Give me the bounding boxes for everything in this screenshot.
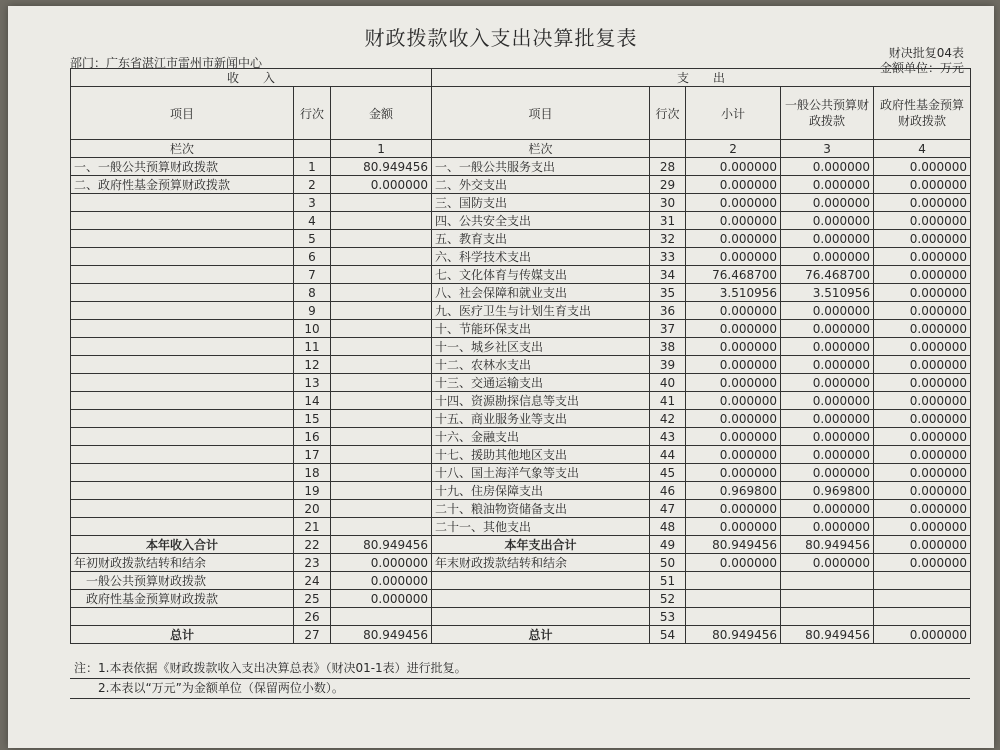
expense-general-budget-cell: 76.468700: [781, 266, 874, 284]
income-amount-header: 金额: [331, 87, 432, 140]
income-item-cell: [71, 392, 294, 410]
table-row: [71, 356, 971, 374]
income-amount-cell: [331, 428, 432, 446]
table-row: [71, 230, 971, 248]
income-row-no-cell: 15: [294, 410, 331, 428]
expense-general-budget-cell: 0.000000: [781, 302, 874, 320]
expense-item-cell: 二、外交支出: [432, 176, 650, 194]
expense-item-cell: 本年支出合计: [432, 536, 650, 554]
expense-item-cell: 十四、资源勘探信息等支出: [432, 392, 650, 410]
expense-item-cell: 十三、交通运输支出: [432, 374, 650, 392]
income-item-cell: 一般公共预算财政拨款: [71, 572, 294, 590]
expense-general-budget-cell: [781, 572, 874, 590]
income-amount-cell: 0.000000: [331, 572, 432, 590]
income-amount-cell: 0.000000: [331, 176, 432, 194]
income-row-no-cell: 2: [294, 176, 331, 194]
expense-general-budget-cell: [781, 608, 874, 626]
expense-row-no-cell: 31: [650, 212, 686, 230]
expense-item-cell: 十一、城乡社区支出: [432, 338, 650, 356]
expense-general-budget-cell: 0.000000: [781, 446, 874, 464]
expense-row-no-cell: 45: [650, 464, 686, 482]
expense-subtotal-cell: 0.000000: [686, 176, 781, 194]
lanci-blank-right: [650, 140, 686, 158]
expense-subtotal-cell: 0.000000: [686, 554, 781, 572]
table-row: [71, 428, 971, 446]
expense-row-no-cell: 30: [650, 194, 686, 212]
income-amount-cell: [331, 194, 432, 212]
income-row-no-cell: 4: [294, 212, 331, 230]
expense-item-cell: 十九、住房保障支出: [432, 482, 650, 500]
expense-row-no-cell: 53: [650, 608, 686, 626]
expense-general-budget-cell: 0.000000: [781, 464, 874, 482]
income-item-cell: 本年收入合计: [71, 536, 294, 554]
expense-subtotal-cell: 0.000000: [686, 302, 781, 320]
income-amount-cell: [331, 482, 432, 500]
approval-table-container: [70, 68, 970, 644]
income-row-no-cell: 10: [294, 320, 331, 338]
expense-general-budget-cell: 0.000000: [781, 338, 874, 356]
income-item-cell: [71, 248, 294, 266]
expense-item-cell: 五、教育支出: [432, 230, 650, 248]
expense-item-cell: [432, 590, 650, 608]
expense-subtotal-cell: 0.000000: [686, 212, 781, 230]
income-amount-cell: [331, 212, 432, 230]
income-row-no-cell: 23: [294, 554, 331, 572]
income-row-no-cell: 26: [294, 608, 331, 626]
expense-general-budget-cell: 0.000000: [781, 194, 874, 212]
expense-general-budget-cell: 0.000000: [781, 158, 874, 176]
expense-general-budget-cell: 0.000000: [781, 410, 874, 428]
income-amount-cell: [331, 284, 432, 302]
income-row-no-cell: 3: [294, 194, 331, 212]
income-row-no-cell: 12: [294, 356, 331, 374]
expense-rowno-header: 行次: [650, 87, 686, 140]
lanci-label-left: 栏次: [71, 140, 294, 158]
table-row: [71, 554, 971, 572]
expense-subtotal-cell: 0.000000: [686, 464, 781, 482]
income-amount-cell: [331, 302, 432, 320]
expense-subtotal-cell: 0.000000: [686, 428, 781, 446]
expense-gov-fund-cell: 0.000000: [874, 284, 971, 302]
expense-general-budget-cell: [781, 590, 874, 608]
expense-subtotal-cell: 0.000000: [686, 392, 781, 410]
expense-gov-fund-cell: 0.000000: [874, 518, 971, 536]
income-amount-cell: [331, 518, 432, 536]
expense-row-no-cell: 54: [650, 626, 686, 644]
expense-gov-fund-cell: 0.000000: [874, 248, 971, 266]
expense-general-budget-cell: 0.000000: [781, 230, 874, 248]
expense-item-cell: 十八、国土海洋气象等支出: [432, 464, 650, 482]
income-row-no-cell: 18: [294, 464, 331, 482]
income-item-header: 项目: [71, 87, 294, 140]
note-1: 注：1.本表依据《财政拨款收入支出决算总表》（财决01-1表）进行批复。: [70, 659, 970, 679]
income-rowno-header: 行次: [294, 87, 331, 140]
expense-item-cell: 二十、粮油物资储备支出: [432, 500, 650, 518]
expense-gov-fund-cell: 0.000000: [874, 536, 971, 554]
notes: [70, 659, 970, 699]
expense-gov-fund-cell: 0.000000: [874, 176, 971, 194]
table-row: [71, 410, 971, 428]
income-row-no-cell: 11: [294, 338, 331, 356]
expense-general-budget-cell: 0.000000: [781, 500, 874, 518]
expense-gov-fund-cell: 0.000000: [874, 464, 971, 482]
expense-general-budget-cell: 3.510956: [781, 284, 874, 302]
table-body: [71, 158, 971, 644]
expense-general-budget-cell: 80.949456: [781, 626, 874, 644]
income-item-cell: 总计: [71, 626, 294, 644]
expense-gov-fund-cell: 0.000000: [874, 446, 971, 464]
expense-gov-fund-cell: 0.000000: [874, 374, 971, 392]
expense-item-cell: 九、医疗卫生与计划生育支出: [432, 302, 650, 320]
expense-subtotal-cell: 0.000000: [686, 374, 781, 392]
table-row: [71, 374, 971, 392]
income-row-no-cell: 22: [294, 536, 331, 554]
expense-gov-fund-cell: 0.000000: [874, 626, 971, 644]
expense-gov-fund-cell: [874, 590, 971, 608]
income-amount-cell: 80.949456: [331, 536, 432, 554]
expense-gov-fund-cell: 0.000000: [874, 482, 971, 500]
expense-gov-fund-cell: 0.000000: [874, 338, 971, 356]
lanci-col3: 3: [781, 140, 874, 158]
expense-row-no-cell: 50: [650, 554, 686, 572]
document-page: [8, 6, 994, 748]
page-title: 财政拨款收入支出决算批复表: [364, 26, 638, 50]
expense-gov-fund-cell: 0.000000: [874, 158, 971, 176]
income-amount-cell: [331, 410, 432, 428]
expense-general-budget-cell: 0.000000: [781, 392, 874, 410]
income-row-no-cell: 13: [294, 374, 331, 392]
expense-subtotal-cell: 80.949456: [686, 626, 781, 644]
income-item-cell: [71, 374, 294, 392]
expense-general-budget-cell: 0.000000: [781, 356, 874, 374]
income-row-no-cell: 27: [294, 626, 331, 644]
table-row: [71, 626, 971, 644]
lanci-col4: 4: [874, 140, 971, 158]
expense-gov-fund-cell: 0.000000: [874, 302, 971, 320]
income-row-no-cell: 1: [294, 158, 331, 176]
expense-row-no-cell: 33: [650, 248, 686, 266]
lanci-label-right: 栏次: [432, 140, 650, 158]
income-row-no-cell: 7: [294, 266, 331, 284]
expense-general-budget-cell: 0.000000: [781, 212, 874, 230]
expense-general-budget-cell: 0.969800: [781, 482, 874, 500]
table-row: [71, 500, 971, 518]
expense-gov-fund-cell: 0.000000: [874, 554, 971, 572]
income-amount-cell: 0.000000: [331, 554, 432, 572]
expense-subtotal-cell: 0.000000: [686, 410, 781, 428]
expense-row-no-cell: 34: [650, 266, 686, 284]
table-row: [71, 590, 971, 608]
income-amount-cell: 0.000000: [331, 590, 432, 608]
expense-general-budget-cell: 0.000000: [781, 374, 874, 392]
income-amount-cell: [331, 266, 432, 284]
expense-row-no-cell: 38: [650, 338, 686, 356]
expense-gov-fund-cell: 0.000000: [874, 410, 971, 428]
expense-subtotal-cell: 0.969800: [686, 482, 781, 500]
table-row: [71, 176, 971, 194]
expense-item-cell: 八、社会保障和就业支出: [432, 284, 650, 302]
income-row-no-cell: 21: [294, 518, 331, 536]
expense-gov-fund-cell: 0.000000: [874, 356, 971, 374]
expense-general-budget-cell: 0.000000: [781, 554, 874, 572]
income-amount-cell: [331, 608, 432, 626]
expense-subtotal-cell: 3.510956: [686, 284, 781, 302]
expense-gov-fund-cell: 0.000000: [874, 428, 971, 446]
expense-item-cell: 二十一、其他支出: [432, 518, 650, 536]
expense-row-no-cell: 32: [650, 230, 686, 248]
gov-fund-header: 政府性基金预算财政拨款: [874, 87, 971, 140]
income-row-no-cell: 9: [294, 302, 331, 320]
expense-general-budget-cell: 0.000000: [781, 176, 874, 194]
income-amount-cell: [331, 464, 432, 482]
expense-item-header: 项目: [432, 87, 650, 140]
expense-gov-fund-cell: [874, 608, 971, 626]
expense-subtotal-cell: 0.000000: [686, 356, 781, 374]
expense-row-no-cell: 37: [650, 320, 686, 338]
expense-item-cell: 六、科学技术支出: [432, 248, 650, 266]
income-row-no-cell: 24: [294, 572, 331, 590]
expense-item-cell: 总计: [432, 626, 650, 644]
expense-subtotal-cell: 0.000000: [686, 518, 781, 536]
table-row: [71, 536, 971, 554]
table-row: [71, 266, 971, 284]
income-item-cell: [71, 356, 294, 374]
expense-item-cell: 十二、农林水支出: [432, 356, 650, 374]
expense-subtotal-cell: 0.000000: [686, 158, 781, 176]
expense-subtotal-cell: 80.949456: [686, 536, 781, 554]
expense-item-cell: [432, 572, 650, 590]
income-row-no-cell: 5: [294, 230, 331, 248]
expense-general-budget-cell: 0.000000: [781, 320, 874, 338]
expense-gov-fund-cell: 0.000000: [874, 500, 971, 518]
income-row-no-cell: 17: [294, 446, 331, 464]
amount-unit: 金额单位：万元: [879, 61, 964, 75]
income-item-cell: [71, 284, 294, 302]
table-row: [71, 338, 971, 356]
income-amount-cell: [331, 338, 432, 356]
income-row-no-cell: 16: [294, 428, 331, 446]
expense-general-budget-cell: 0.000000: [781, 518, 874, 536]
income-item-cell: [71, 500, 294, 518]
table-row: [71, 392, 971, 410]
expense-row-no-cell: 52: [650, 590, 686, 608]
expense-row-no-cell: 46: [650, 482, 686, 500]
expense-item-cell: 十七、援助其他地区支出: [432, 446, 650, 464]
income-item-cell: 政府性基金预算财政拨款: [71, 590, 294, 608]
expense-row-no-cell: 49: [650, 536, 686, 554]
expense-row-no-cell: 51: [650, 572, 686, 590]
table-row: [71, 608, 971, 626]
expense-row-no-cell: 44: [650, 446, 686, 464]
expense-gov-fund-cell: 0.000000: [874, 212, 971, 230]
income-item-cell: [71, 338, 294, 356]
income-amount-cell: [331, 248, 432, 266]
income-item-cell: [71, 482, 294, 500]
income-item-cell: [71, 608, 294, 626]
table-row: [71, 572, 971, 590]
expense-item-cell: 十六、金融支出: [432, 428, 650, 446]
expense-subtotal-cell: 0.000000: [686, 194, 781, 212]
income-item-cell: [71, 320, 294, 338]
expense-item-cell: 七、文化体育与传媒支出: [432, 266, 650, 284]
income-amount-cell: [331, 446, 432, 464]
income-item-cell: [71, 194, 294, 212]
income-amount-cell: [331, 230, 432, 248]
expense-subtotal-cell: [686, 608, 781, 626]
form-number: 财决批复04表: [888, 46, 964, 60]
expense-item-cell: 四、公共安全支出: [432, 212, 650, 230]
expense-subtotal-cell: 76.468700: [686, 266, 781, 284]
expense-header: 支 出: [432, 69, 971, 87]
income-item-cell: [71, 518, 294, 536]
income-row-no-cell: 6: [294, 248, 331, 266]
expense-row-no-cell: 40: [650, 374, 686, 392]
income-row-no-cell: 25: [294, 590, 331, 608]
expense-general-budget-cell: 0.000000: [781, 428, 874, 446]
table-row: [71, 464, 971, 482]
income-item-cell: 二、政府性基金预算财政拨款: [71, 176, 294, 194]
note-2: 2.本表以“万元”为金额单位（保留两位小数）。: [70, 679, 970, 699]
expense-gov-fund-cell: 0.000000: [874, 320, 971, 338]
expense-gov-fund-cell: 0.000000: [874, 230, 971, 248]
income-item-cell: [71, 230, 294, 248]
income-item-cell: [71, 464, 294, 482]
income-amount-cell: [331, 500, 432, 518]
expense-subtotal-cell: 0.000000: [686, 248, 781, 266]
income-amount-cell: [331, 356, 432, 374]
expense-row-no-cell: 47: [650, 500, 686, 518]
table-row: [71, 482, 971, 500]
income-amount-cell: 80.949456: [331, 626, 432, 644]
income-row-no-cell: 14: [294, 392, 331, 410]
table-row: [71, 212, 971, 230]
expense-item-cell: [432, 608, 650, 626]
income-item-cell: [71, 428, 294, 446]
expense-subtotal-cell: 0.000000: [686, 338, 781, 356]
expense-row-no-cell: 43: [650, 428, 686, 446]
expense-subtotal-cell: 0.000000: [686, 320, 781, 338]
expense-gov-fund-cell: 0.000000: [874, 392, 971, 410]
lanci-col1: 1: [331, 140, 432, 158]
approval-table: [70, 68, 971, 644]
expense-row-no-cell: 35: [650, 284, 686, 302]
income-item-cell: [71, 410, 294, 428]
income-amount-cell: 80.949456: [331, 158, 432, 176]
expense-item-cell: 一、一般公共服务支出: [432, 158, 650, 176]
expense-subtotal-cell: [686, 572, 781, 590]
expense-subtotal-cell: 0.000000: [686, 230, 781, 248]
expense-row-no-cell: 39: [650, 356, 686, 374]
table-row: [71, 158, 971, 176]
income-item-cell: 一、一般公共预算财政拨款: [71, 158, 294, 176]
income-row-no-cell: 20: [294, 500, 331, 518]
expense-row-no-cell: 48: [650, 518, 686, 536]
table-row: [71, 518, 971, 536]
expense-gov-fund-cell: 0.000000: [874, 194, 971, 212]
expense-subtotal-cell: 0.000000: [686, 446, 781, 464]
expense-row-no-cell: 28: [650, 158, 686, 176]
expense-general-budget-cell: 80.949456: [781, 536, 874, 554]
expense-item-cell: 三、国防支出: [432, 194, 650, 212]
income-item-cell: 年初财政拨款结转和结余: [71, 554, 294, 572]
expense-row-no-cell: 36: [650, 302, 686, 320]
income-amount-cell: [331, 320, 432, 338]
lanci-blank-left: [294, 140, 331, 158]
expense-item-cell: 十、节能环保支出: [432, 320, 650, 338]
expense-row-no-cell: 29: [650, 176, 686, 194]
income-item-cell: [71, 212, 294, 230]
income-item-cell: [71, 266, 294, 284]
expense-subtotal-cell: [686, 590, 781, 608]
expense-row-no-cell: 42: [650, 410, 686, 428]
table-row: [71, 194, 971, 212]
income-row-no-cell: 8: [294, 284, 331, 302]
subtotal-header: 小计: [686, 87, 781, 140]
table-row: [71, 284, 971, 302]
expense-item-cell: 年末财政拨款结转和结余: [432, 554, 650, 572]
expense-subtotal-cell: 0.000000: [686, 500, 781, 518]
expense-gov-fund-cell: [874, 572, 971, 590]
expense-item-cell: 十五、商业服务业等支出: [432, 410, 650, 428]
table-row: [71, 446, 971, 464]
income-header: 收 入: [71, 69, 432, 87]
income-item-cell: [71, 446, 294, 464]
expense-general-budget-cell: 0.000000: [781, 248, 874, 266]
table-row: [71, 320, 971, 338]
table-row: [71, 302, 971, 320]
income-item-cell: [71, 302, 294, 320]
income-amount-cell: [331, 374, 432, 392]
table-row: [71, 248, 971, 266]
lanci-col2: 2: [686, 140, 781, 158]
income-amount-cell: [331, 392, 432, 410]
general-budget-header: 一般公共预算财政拨款: [781, 87, 874, 140]
department-label: 部门：广东省湛江市雷州市新闻中心: [70, 56, 263, 70]
expense-gov-fund-cell: 0.000000: [874, 266, 971, 284]
income-row-no-cell: 19: [294, 482, 331, 500]
expense-row-no-cell: 41: [650, 392, 686, 410]
